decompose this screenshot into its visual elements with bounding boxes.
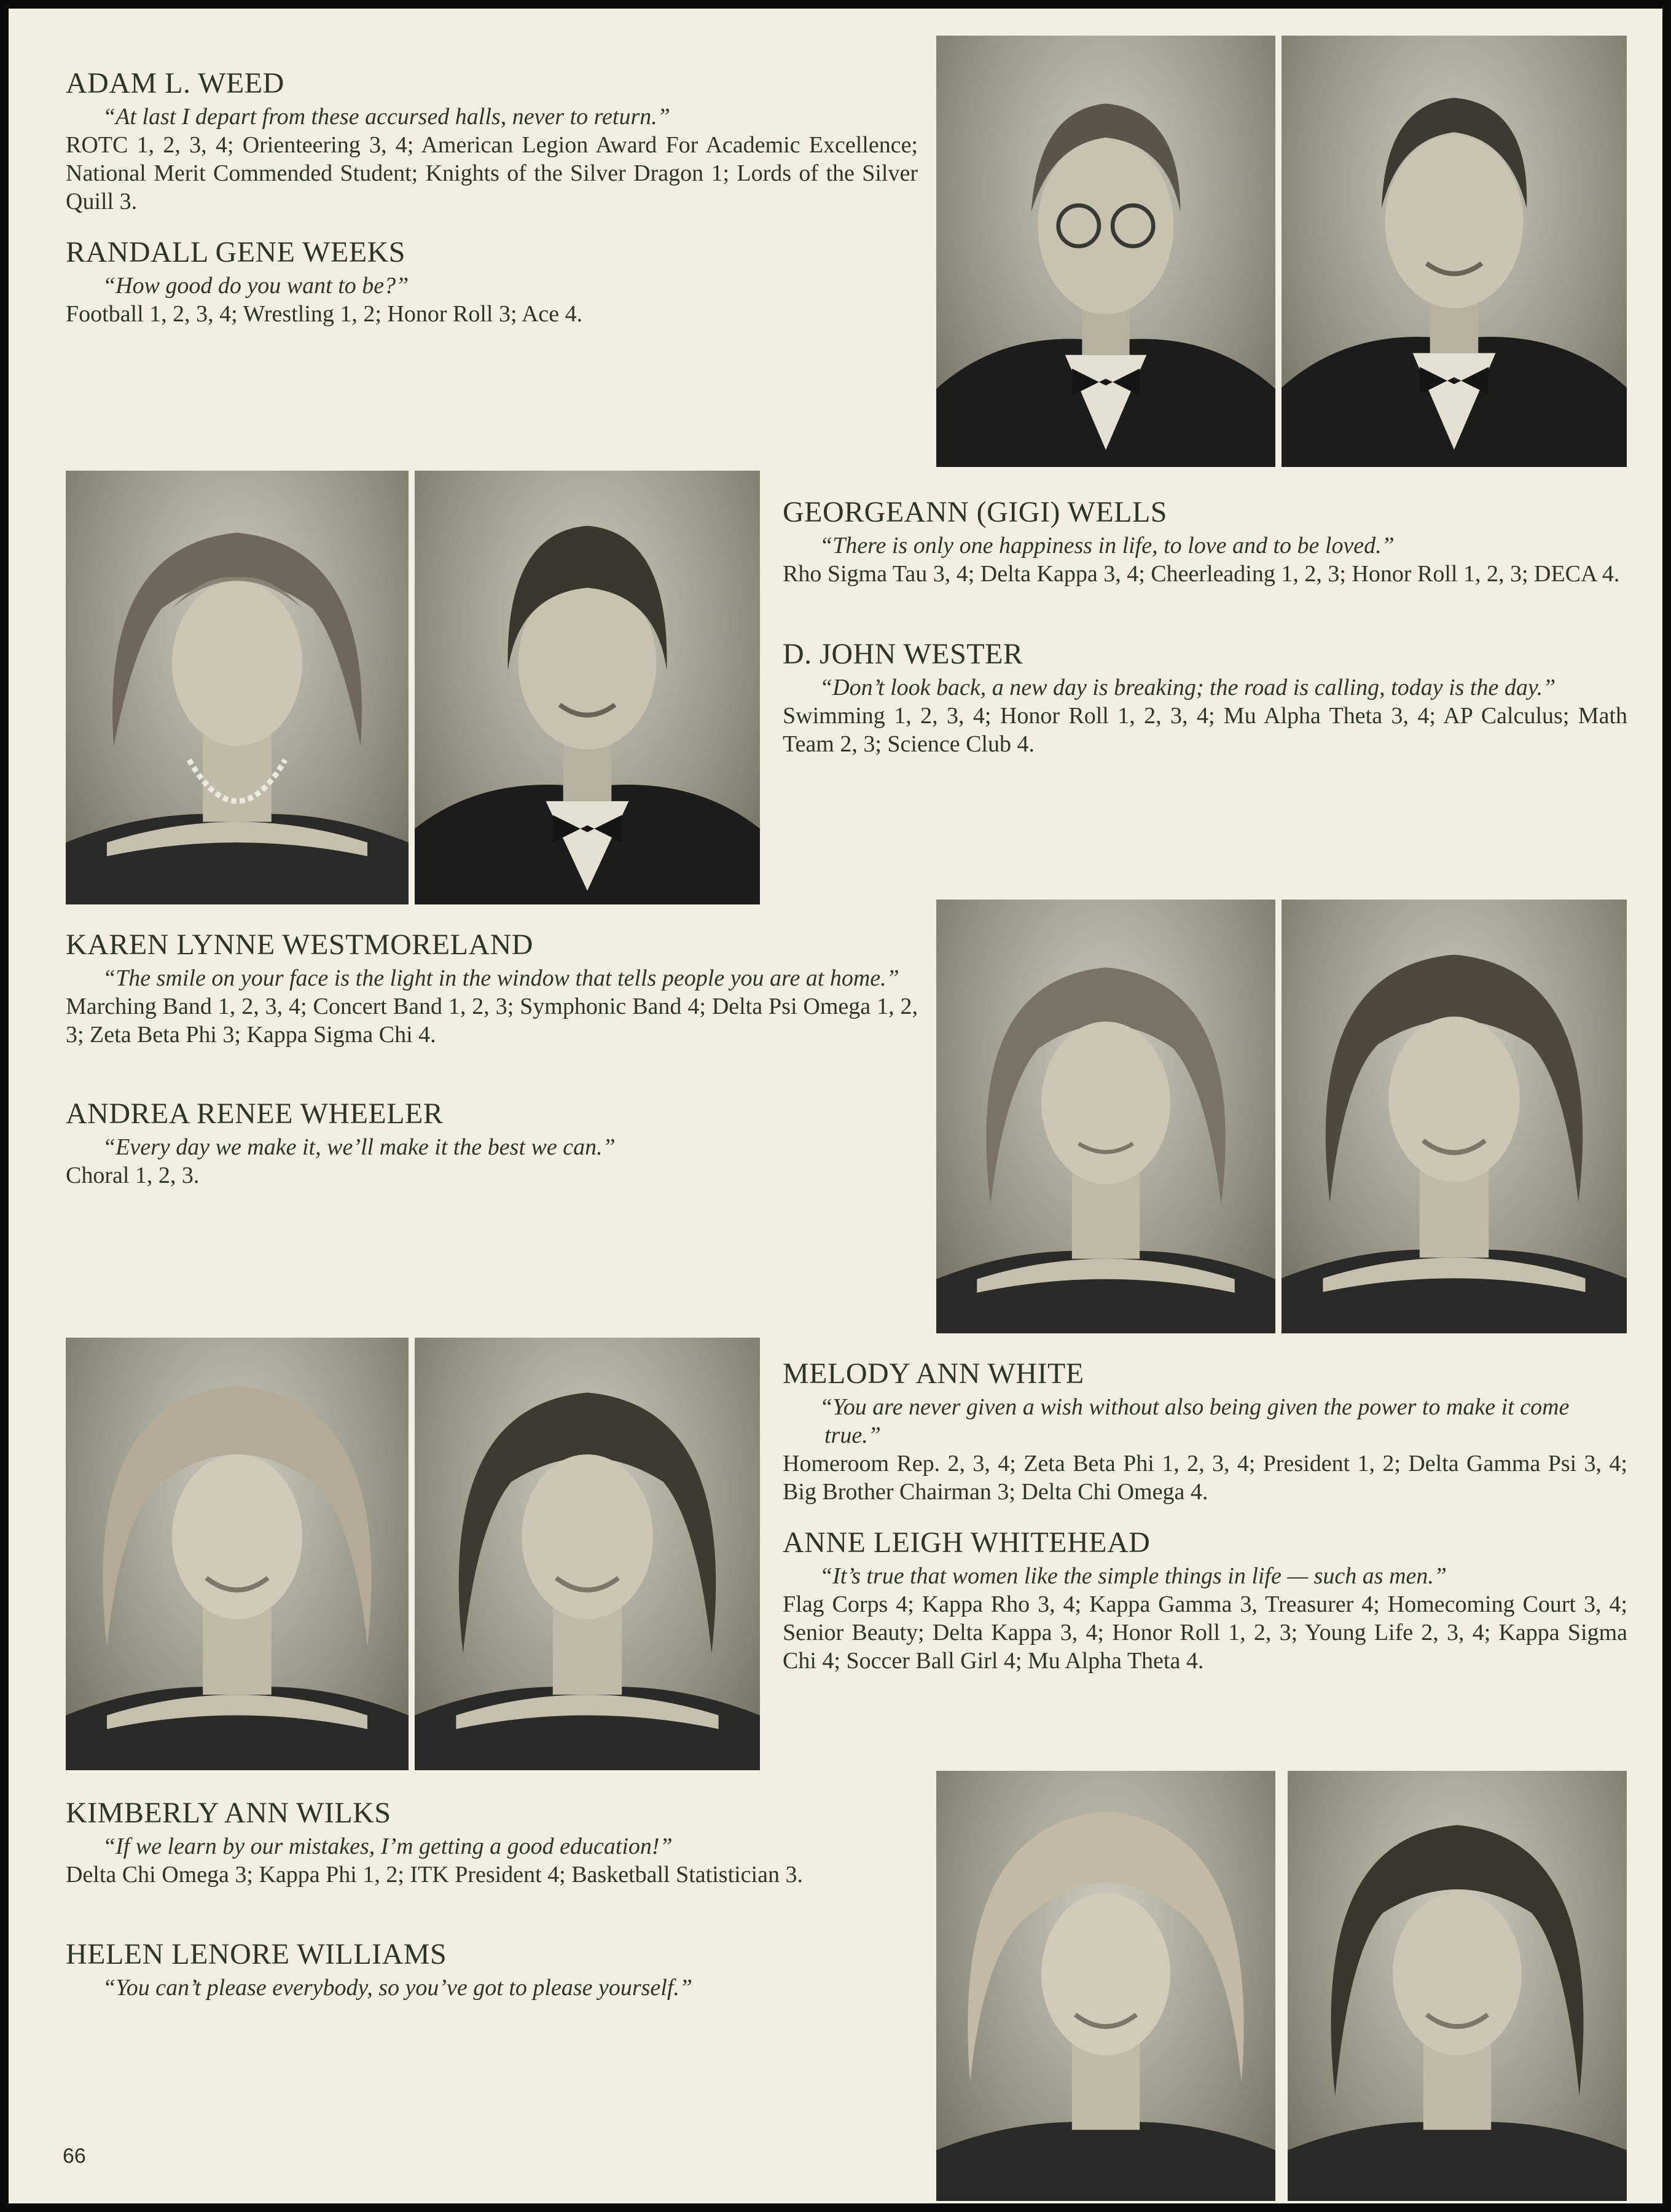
senior-name: D. JOHN WESTER [783, 638, 1023, 670]
senior-activities: Choral 1, 2, 3. [66, 1163, 200, 1188]
senior-quote: “There is only one happiness in life, to love and to be loved.” [820, 533, 1395, 559]
senior-quote: “How good do you want to be?” [103, 273, 409, 299]
senior-name: KIMBERLY ANN WILKS [66, 1797, 391, 1829]
portrait-photo [1282, 900, 1627, 1333]
senior-entry [66, 1938, 918, 2002]
senior-quote: “Every day we make it, we’ll make it the best we can.” [103, 1134, 616, 1160]
senior-name: ANDREA RENEE WHEELER [66, 1097, 444, 1130]
senior-quote: “The smile on your face is the light in the window that tells people you are at home.” [103, 965, 899, 991]
senior-entry [66, 928, 918, 1049]
portrait-photo [936, 1771, 1275, 2201]
senior-activities: Rho Sigma Tau 3, 4; Delta Kappa 3, 4; Cheerleading 1, 2, 3; Honor Roll 1, 2, 3; DECA 4. [783, 561, 1620, 587]
senior-entry [783, 496, 1627, 588]
portrait-photo [415, 471, 760, 904]
portrait-photo [936, 36, 1275, 467]
senior-activities: Marching Band 1, 2, 3, 4; Concert Band 1, 2, 3; Symphonic Band 4; Delta Psi Omega 1, 2, 3; Zeta Beta Phi 3; Kappa Sigma Chi 4. [66, 994, 918, 1048]
senior-quote: “You are never given a wish without also being given the power to make it come true.” [820, 1394, 1570, 1448]
senior-quote: “At last I depart from these accursed halls, never to return.” [103, 104, 670, 130]
yearbook-page [9, 9, 1662, 2203]
portrait-photo [66, 471, 409, 904]
senior-activities: Homeroom Rep. 2, 3, 4; Zeta Beta Phi 1, 2, 3, 4; President 1, 2; Delta Gamma Psi 3, 4; Big Brother Chairman 3; Delta Chi Omega 4. [783, 1451, 1627, 1505]
portrait-photo [66, 1338, 409, 1770]
senior-quote: “You can’t please everybody, so you’ve got to please yourself.” [103, 1975, 693, 2001]
senior-activities: ROTC 1, 2, 3, 4; Orienteering 3, 4; American Legion Award For Academic Excellence; National Merit Commended Student; Knights of the Silver Dragon 1; Lords of the Silver Quill 3. [66, 132, 918, 214]
senior-activities: Football 1, 2, 3, 4; Wrestling 1, 2; Honor Roll 3; Ace 4. [66, 301, 583, 327]
senior-entry [783, 1526, 1627, 1675]
senior-activities: Swimming 1, 2, 3, 4; Honor Roll 1, 2, 3, 4; Mu Alpha Theta 3, 4; AP Calculus; Math Team 2, 3; Science Club 4. [783, 703, 1627, 757]
senior-name: KAREN LYNNE WESTMORELAND [66, 928, 533, 961]
senior-name: RANDALL GENE WEEKS [66, 236, 405, 269]
portrait-photo [1288, 1771, 1627, 2201]
portrait-photo [936, 900, 1275, 1333]
senior-name: ADAM L. WEED [66, 67, 284, 100]
senior-activities: Delta Chi Omega 3; Kappa Phi 1, 2; ITK President 4; Basketball Statistician 3. [66, 1862, 803, 1888]
senior-entry [66, 1097, 918, 1190]
senior-entry [66, 236, 918, 328]
senior-name: MELODY ANN WHITE [783, 1357, 1084, 1390]
senior-entry [783, 1357, 1627, 1506]
senior-entry [66, 1797, 918, 1889]
page-number: 66 [63, 2144, 86, 2168]
portrait-photo [415, 1338, 760, 1770]
senior-quote: “It’s true that women like the simple things in life — such as men.” [820, 1563, 1447, 1589]
senior-quote: “Don’t look back, a new day is breaking; the road is calling, today is the day.” [820, 675, 1556, 700]
senior-name: HELEN LENORE WILLIAMS [66, 1938, 447, 1971]
senior-entry [66, 67, 918, 216]
senior-entry [783, 638, 1627, 758]
senior-quote: “If we learn by our mistakes, I’m getting a good education!” [103, 1834, 673, 1859]
senior-activities: Flag Corps 4; Kappa Rho 3, 4; Kappa Gamma 3, Treasurer 4; Homecoming Court 3, 4; Senior Beauty; Delta Kappa 3, 4; Honor Roll 1, 2, 3; Young Life 2, 3, 4; Kappa Sigma Chi 4; Soccer Ball Girl 4; Mu Alpha Theta 4. [783, 1591, 1627, 1674]
senior-name: GEORGEANN (GIGI) WELLS [783, 496, 1167, 528]
portrait-photo [1282, 36, 1627, 467]
senior-name: ANNE LEIGH WHITEHEAD [783, 1526, 1151, 1559]
